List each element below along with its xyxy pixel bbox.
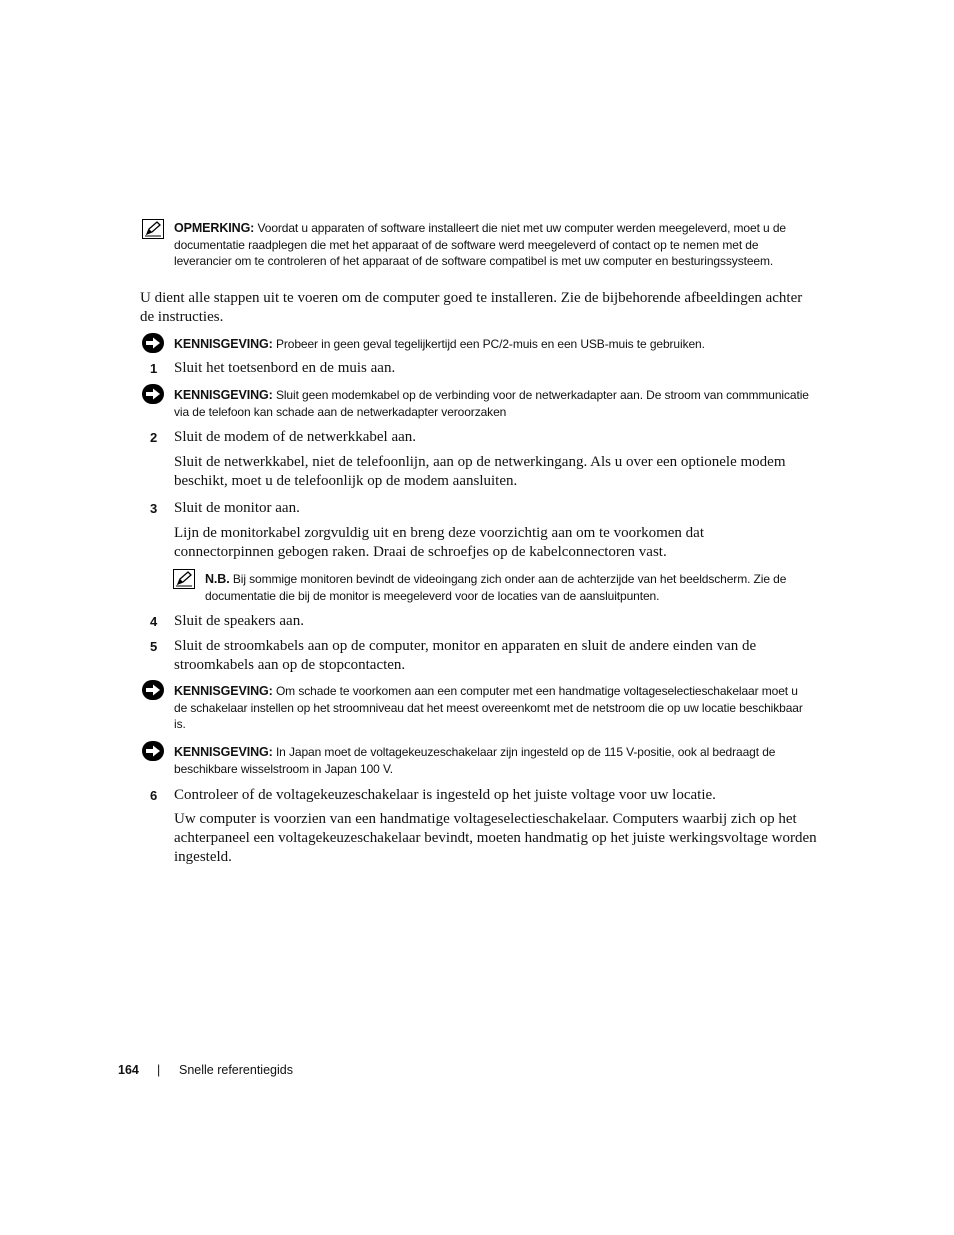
- notice-text: Probeer in geen geval tegelijkertijd een PC/2-muis en een USB-muis te gebruiken.: [275, 337, 705, 351]
- step-number: 1: [150, 361, 158, 376]
- step-text: Sluit de speakers aan.: [174, 613, 304, 629]
- kennisgeving-notice-2: [174, 387, 814, 420]
- nb-note: [205, 571, 817, 604]
- footer-title: Snelle referentiegids: [179, 1063, 293, 1077]
- note-label: OPMERKING:: [174, 221, 255, 235]
- notice-arrow-icon: [142, 741, 164, 761]
- notice-arrow-icon: [142, 384, 164, 404]
- notice-label: KENNISGEVING:: [174, 745, 273, 759]
- kennisgeving-notice-1: [174, 336, 819, 353]
- notice-text: In Japan moet de voltagekeuzeschakelaar zijn ingesteld op de 115 V-positie, ook al bedraagt de beschikbare wisselstroom in Japan 100 V.: [174, 745, 776, 776]
- step-detail: Lijn de monitorkabel zorgvuldig uit en breng deze voorzichtig aan om te voorkomen dat connectorpinnen gebogen raken. Draai de schroefjes op de kabelconnectoren vast.: [174, 525, 704, 560]
- notice-text: Sluit geen modemkabel op de verbinding voor de netwerkadapter aan. De stroom van commmunicatie via de telefoon kan schade aan de netwerkadapter veroorzaken: [174, 388, 809, 419]
- notice-label: KENNISGEVING:: [174, 684, 273, 698]
- step-number: 5: [150, 639, 158, 654]
- note-text: Bij sommige monitoren bevindt de videoingang zich onder aan de achterzijde van het beeldscherm. Zie de documentatie die bij de monitor is meegeleverd voor de locaties van de aansluitpunten.: [205, 572, 787, 603]
- step-number: 3: [150, 501, 158, 516]
- step-text: Controleer of de voltagekeuzeschakelaar is ingesteld op het juiste voltage voor uw locatie.: [174, 787, 716, 803]
- step-detail: Uw computer is voorzien van een handmatige voltageselectieschakelaar. Computers waarbij zich op het achterpaneel een voltagekeuzeschakelaar bevindt, moeten handmatig op het juiste werkingsvoltage worden ingesteld.: [174, 811, 817, 865]
- note-pencil-icon: [173, 569, 195, 589]
- notice-arrow-icon: [142, 333, 164, 353]
- notice-text: Om schade te voorkomen aan een computer met een handmatige voltageselectieschakelaar moet u de schakelaar instellen op het stroomniveau dat het meest overeenkomt met de netstroom die op uw locatie beschikbaar is.: [174, 684, 803, 731]
- intro-paragraph: U dient alle stappen uit te voeren om de computer goed te installeren. Zie de bijbehorende afbeeldingen achter de instructies.: [140, 290, 803, 325]
- step-text: Sluit het toetsenbord en de muis aan.: [174, 360, 396, 376]
- note-label: N.B.: [205, 572, 230, 586]
- step-number: 2: [150, 430, 158, 445]
- step-number: 6: [150, 788, 158, 803]
- step-text: Sluit de stroomkabels aan op de computer, monitor en apparaten en sluit de andere einden van de stroomkabels aan op de stopcontacten.: [174, 638, 757, 673]
- note-text: Voordat u apparaten of software installeert die niet met uw computer werden meegeleverd, moet u de documentatie raadplegen die met het apparaat of de software werd meegeleverd of contact op te nemen met de leverancier om te controleren of het apparaat of de software compatibel is met uw computer en besturingssysteem.: [174, 221, 787, 268]
- note-pencil-icon: [142, 219, 164, 239]
- notice-label: KENNISGEVING:: [174, 337, 273, 351]
- step-detail: Sluit de netwerkkabel, niet de telefoonlijn, aan op de netwerkingang. Als u over een optionele modem beschikt, moet u de telefoonlijk op de modem aansluiten.: [174, 454, 786, 489]
- opmerking-note: [174, 220, 814, 270]
- footer-separator: |: [157, 1063, 161, 1077]
- step-text: Sluit de modem of de netwerkkabel aan.: [174, 429, 417, 445]
- notice-arrow-icon: [142, 680, 164, 700]
- step-text: Sluit de monitor aan.: [174, 500, 300, 516]
- page-number: 164: [118, 1063, 139, 1077]
- notice-label: KENNISGEVING:: [174, 388, 273, 402]
- step-number: 4: [150, 614, 158, 629]
- kennisgeving-notice-4: [174, 744, 819, 777]
- kennisgeving-notice-3: [174, 683, 814, 733]
